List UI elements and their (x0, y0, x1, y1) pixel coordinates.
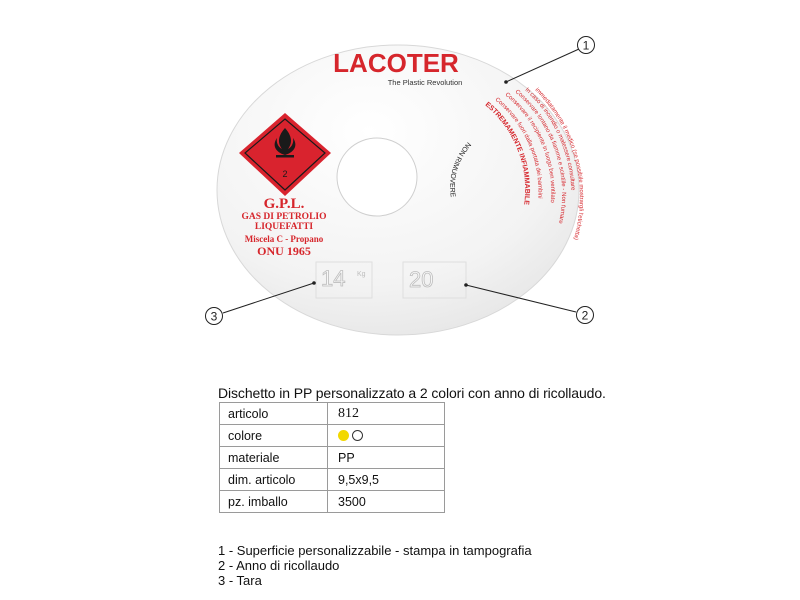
warning-line-1: ESTREMAMENTE INFIAMMABILE (483, 101, 531, 206)
product-mix: Miscela C - Propano (244, 234, 324, 244)
yellow-swatch-icon (338, 430, 349, 441)
warning-line-3: Conservare il recipiente in luogo ben ventilato (503, 91, 556, 204)
table-row (220, 469, 445, 491)
specs-table (219, 402, 445, 513)
tara-unit: Kg (357, 271, 366, 278)
legend-item: 1 - Superficie personalizzabile - stampa in tampografia (218, 543, 532, 558)
spec-value: 9,5x9,5 (328, 469, 445, 491)
spec-key: materiale (220, 447, 328, 469)
callout-2-number: 2 (581, 308, 589, 323)
center-hole (337, 138, 417, 216)
callout-3-number: 3 (210, 309, 218, 324)
table-row (220, 491, 445, 513)
legend-item: 3 - Tara (218, 573, 262, 588)
tara-value: 14 (321, 266, 346, 291)
table-row (220, 447, 445, 469)
spec-key: colore (220, 425, 328, 447)
spec-value: PP (328, 447, 445, 469)
spec-value-colors (328, 425, 445, 447)
spec-key: dim. articolo (220, 469, 328, 491)
non-rimuovere-text: NON RIMUOVERE (448, 140, 472, 198)
product-title: G.P.L. (263, 196, 305, 212)
warning-line-2: Conservare fuori dalla portata dei bambini (493, 96, 543, 199)
year-value: 20 (409, 267, 434, 292)
hazard-class-number: 2 (282, 169, 288, 179)
brand-tagline: The Plastic Revolution (387, 78, 463, 87)
product-line2: LIQUEFATTI (254, 222, 314, 232)
brand-logo: LACOTER (333, 48, 459, 78)
spec-key: articolo (220, 403, 328, 425)
legend-item: 2 - Anno di ricollaudo (218, 558, 340, 573)
spec-value: 3500 (328, 491, 445, 513)
spec-value: 812 (328, 403, 445, 425)
warning-line-4: Conservare lontano da fiamme e scintille - Non fumare (513, 88, 567, 225)
callout-1 (504, 37, 594, 84)
callout-1-number: 1 (582, 38, 590, 53)
warning-line-6: immediatamente il medico (se possibile mostrargli l'etichetta) (533, 87, 584, 241)
white-swatch-icon (352, 430, 363, 441)
callout-legend (218, 543, 532, 588)
spec-key: pz. imballo (220, 491, 328, 513)
un-code: ONU 1965 (257, 244, 311, 258)
warning-line-5: In caso di incendio o malessere consultare (523, 87, 576, 191)
product-line1: GAS DI PETROLIO (241, 212, 327, 222)
product-caption: Dischetto in PP personalizzato a 2 colori con anno di ricollaudo. (218, 385, 606, 401)
table-row (220, 403, 445, 425)
table-row (220, 425, 445, 447)
